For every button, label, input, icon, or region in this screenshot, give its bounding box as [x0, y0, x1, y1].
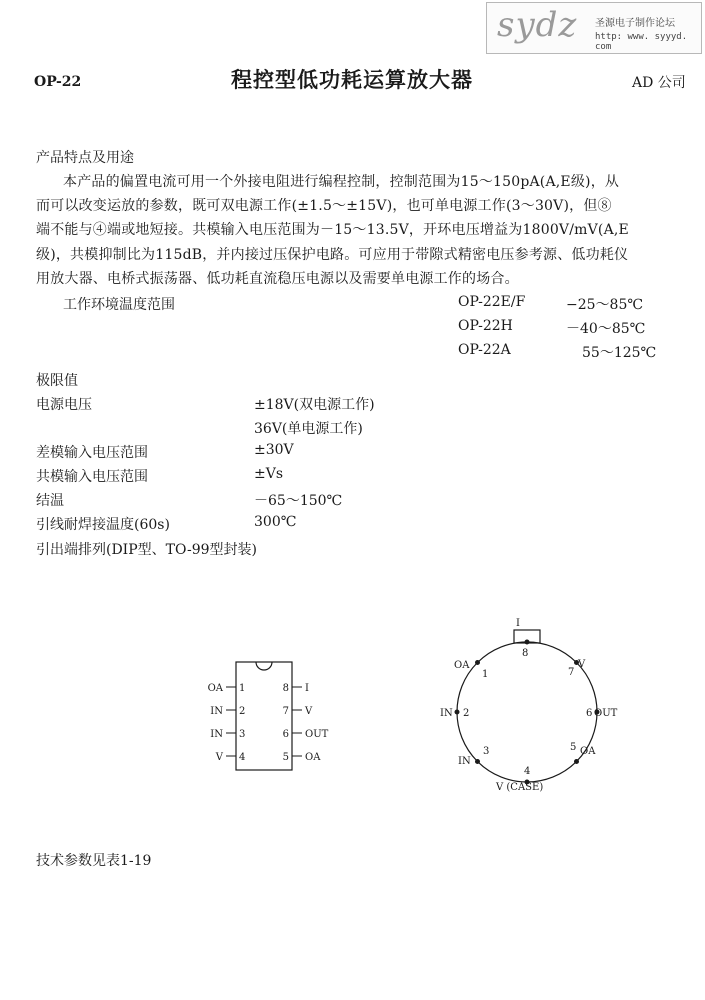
dip-pin-label: V: [305, 706, 313, 717]
temp-model: OP-22A: [458, 342, 511, 358]
limits-heading: 极限值: [36, 373, 78, 389]
limit-label: 共模输入电压范围: [36, 469, 148, 485]
to99-pin-number: 5: [570, 742, 577, 753]
dip-pin-number: 7: [282, 706, 289, 717]
dip-pin-label: IN: [210, 729, 223, 740]
dip-package-diagram: [190, 650, 360, 780]
part-code: OP-22: [34, 74, 82, 90]
pinout-heading: 引出端排列(DIP型、TO-99型封装): [36, 542, 257, 558]
to99-pin-number: 2: [463, 708, 470, 719]
to99-pin-number: 4: [524, 766, 531, 777]
features-line: 而可以改变运放的参数，既可双电源工作(±1.5～±15V)，也可单电源工作(3～30V)，但⑧: [36, 198, 612, 214]
site-logo: [486, 2, 702, 54]
to99-pin-number: 1: [482, 669, 489, 680]
to99-pin-label: IN: [458, 756, 471, 767]
to99-pin-number: 8: [522, 648, 529, 659]
features-line: 用放大器、电桥式振荡器、低功耗直流稳压电源以及需要单电源工作的场合。: [36, 271, 519, 287]
dip-pin-number: 2: [239, 706, 246, 717]
dip-pin-label: IN: [210, 706, 223, 717]
logo-site-name: 圣源电子制作论坛: [595, 18, 675, 29]
reference-note: 技术参数见表1-19: [36, 853, 152, 869]
temp-range-label: 工作环境温度范围: [63, 297, 175, 313]
dip-pin-label: OUT: [305, 729, 329, 740]
temp-model: OP-22E/F: [458, 294, 526, 310]
to99-pin-number: 7: [568, 667, 575, 678]
limit-value: －65～150℃: [254, 493, 343, 509]
dip-pin-number: 4: [239, 752, 246, 763]
dip-pin-label: OA: [207, 683, 223, 694]
logo-url: http: www. syyyd. com: [595, 32, 688, 52]
dip-pin-label: OA: [305, 752, 321, 763]
limit-value: ±30V: [254, 442, 294, 458]
features-line: 级)，共模抑制比为115dB，并内接过压保护电路。可应用于带隙式精密电压参考源、低功耗仪: [36, 247, 629, 263]
dip-pin-number: 5: [282, 752, 289, 763]
temp-range: －40～85℃: [566, 321, 646, 337]
temp-model: OP-22H: [458, 318, 513, 334]
dip-pin-number: 8: [282, 683, 289, 694]
limit-value: ±18V(双电源工作): [254, 397, 375, 413]
limit-value: 300℃: [254, 514, 297, 530]
limit-value: ±Vs: [254, 466, 284, 482]
features-line: 本产品的偏置电流可用一个外接电阻进行编程控制，控制范围为15～150pA(A,E级)，从: [63, 174, 620, 190]
features-heading: 产品特点及用途: [36, 150, 134, 166]
temp-range: 55～125℃: [582, 345, 657, 361]
to99-pin-label: OUT: [594, 708, 618, 719]
to99-pin-label: OA: [454, 660, 470, 671]
dip-pin-label: I: [305, 683, 309, 694]
limit-label: 差模输入电压范围: [36, 445, 148, 461]
dip-pin-number: 3: [239, 729, 246, 740]
features-line: 端不能与④端或地短接。共模输入电压范围为－15～13.5V，开环电压增益为1800V/mV(A,E: [36, 222, 629, 238]
temp-range: −25～85℃: [566, 297, 644, 313]
to99-package-diagram: [430, 612, 630, 802]
page-title: 程控型低功耗运算放大器: [231, 67, 473, 92]
to99-pin-label: V (CASE): [496, 782, 544, 793]
to99-pin-number: 3: [483, 746, 490, 757]
to99-pin-number: 6: [586, 708, 593, 719]
dip-pin-number: 6: [282, 729, 289, 740]
logo-mark: sydz: [497, 5, 578, 45]
manufacturer: AD 公司: [632, 75, 686, 91]
to99-pin-label: OA: [580, 746, 596, 757]
dip-pin-label: V: [215, 752, 223, 763]
to99-pin-label: V: [578, 659, 586, 670]
limit-label: 电源电压: [36, 397, 92, 413]
limit-value: 36V(单电源工作): [254, 421, 363, 437]
to99-pin-label: IN: [440, 708, 453, 719]
limit-label: 引线耐焊接温度(60s): [36, 517, 170, 533]
dip-pin-number: 1: [239, 683, 246, 694]
to99-top-label: I: [516, 618, 520, 629]
limit-label: 结温: [36, 493, 64, 509]
dip-notch: [256, 662, 272, 670]
